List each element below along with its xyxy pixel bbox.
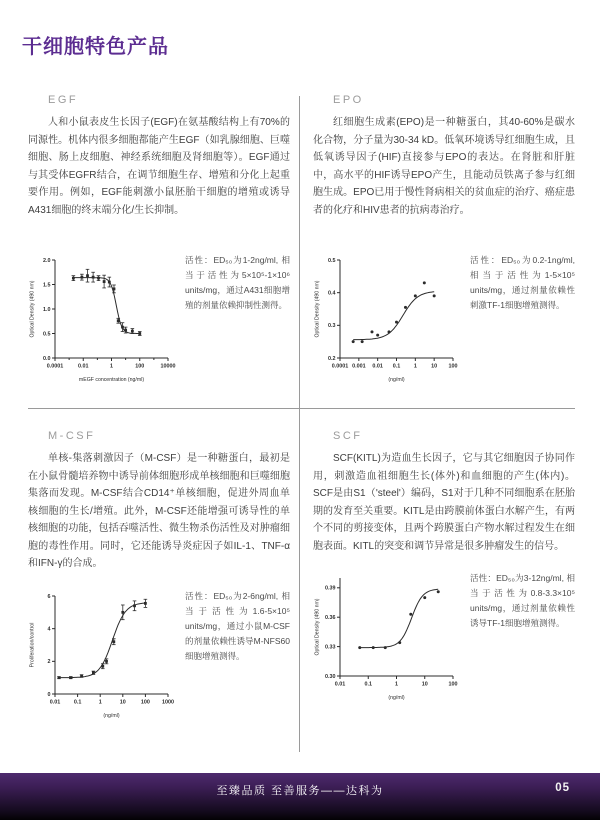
- section-epo-body: 红细胞生成素(EPO)是一种糖蛋白，其40-60%是碳水化合物，分子量为30-34 kD。低氧环境诱导红细胞生成，且低氧诱导因子(HIF)直接参与EPO的表达。在肾脏和肝脏中，高水平的HIF诱导EPO产生，且能动员铁离子参与红细胞生成。EPO已用于慢性肾病相关的贫血症的治疗、癌症患者的化疗和HIV患者的抗病毒治疗。: [313, 117, 575, 216]
- svg-text:Optical Density (490 nm): Optical Density (490 nm): [314, 280, 321, 338]
- svg-text:0.5: 0.5: [43, 331, 51, 338]
- svg-text:0.5: 0.5: [328, 257, 336, 264]
- epo-dose-response-chart: [313, 252, 465, 384]
- mcsf-activity-note: 活性：ED₅₀为2-6ng/ml, 相当于活性为1.6-5×10⁵ units/mg，通过小鼠M-CSF的剂量依赖性诱导M-NFS60细胞增殖测得。: [185, 590, 290, 661]
- mcsf-dose-response-chart: [28, 588, 180, 720]
- svg-text:0.01: 0.01: [372, 363, 383, 370]
- svg-text:10000: 10000: [160, 363, 176, 370]
- page-number: 05: [555, 782, 570, 794]
- svg-text:100: 100: [448, 363, 458, 370]
- svg-text:0.1: 0.1: [392, 363, 401, 370]
- section-epo: [313, 94, 575, 384]
- section-egf-body: 人和小鼠表皮生长因子(EGF)在氨基酸结构上有70%的同源性。机体内很多细胞都能产生EGF（如乳腺细胞、巨噬细胞、肠上皮细胞、神经系统细胞及肾细胞等）。EGF通过与其受体EGFR结合，在调节细胞生存、增殖和分化上起重要作用。例如，EGF能刺激小鼠胚胎干细胞的增殖或诱导A431细胞的终末端分化/生长抑制。: [28, 117, 290, 216]
- svg-text:10: 10: [421, 681, 428, 688]
- section-egf-header: EGF: [48, 94, 79, 106]
- section-epo-header: EPO: [333, 94, 364, 106]
- svg-text:100: 100: [140, 699, 150, 705]
- svg-text:0: 0: [47, 691, 51, 698]
- section-scf-figure-row: [313, 570, 575, 702]
- svg-text:100: 100: [448, 681, 458, 688]
- footer-slogan: 至臻品质 至善服务——达科为: [216, 785, 384, 797]
- svg-text:1.5: 1.5: [43, 282, 51, 289]
- svg-text:1: 1: [110, 363, 113, 370]
- egf-activity-note: 活性：ED₅₀为1-2ng/ml, 相当于活性为5×10⁵-1×10⁶ units/mg，通过A431细胞增殖的剂量依赖抑制性测得。: [185, 255, 290, 310]
- page-title: 干细胞特色产品: [22, 36, 169, 58]
- svg-text:0.36: 0.36: [325, 615, 336, 622]
- svg-text:0.01: 0.01: [49, 699, 61, 705]
- svg-text:0.01: 0.01: [334, 681, 346, 688]
- section-mcsf-figure-row: [28, 588, 290, 720]
- section-mcsf: [28, 430, 290, 720]
- svg-text:1: 1: [395, 681, 398, 688]
- svg-text:(ng/ml): (ng/ml): [103, 712, 120, 719]
- svg-text:0.30: 0.30: [325, 673, 336, 680]
- svg-text:1: 1: [413, 363, 417, 370]
- svg-text:Proliferation/control: Proliferation/control: [29, 622, 36, 667]
- svg-text:0.0: 0.0: [43, 355, 51, 362]
- svg-text:0.1: 0.1: [364, 681, 372, 688]
- svg-text:6: 6: [47, 593, 51, 600]
- svg-text:mEGF concentration (ng/ml): mEGF concentration (ng/ml): [78, 377, 145, 383]
- svg-text:10: 10: [119, 699, 126, 705]
- svg-text:4: 4: [47, 626, 51, 633]
- svg-text:0.001: 0.001: [352, 363, 366, 370]
- page-footer: [0, 773, 600, 820]
- svg-text:(ng/ml): (ng/ml): [388, 377, 405, 383]
- svg-text:Optical Density (490 nm): Optical Density (490 nm): [314, 598, 321, 656]
- svg-text:0.01: 0.01: [78, 363, 89, 370]
- svg-text:0.39: 0.39: [325, 585, 336, 592]
- section-scf-body: SCF(KITL)为造血生长因子，它与其它细胞因子协同作用，刺激造血祖细胞生长(体外)和血细胞的产生(体内)。SCF是由S1（'steel'）编码，S1对于几种不同细胞系在胚胎期的发育至关重要。KITL是由跨膜前体蛋白水解产生，有两个不同的剪接变体，且两个跨膜蛋白产物水解过程发生在细胞表面。KITL的突变和调节异常是很多肿瘤发生的信号。: [313, 453, 575, 552]
- scf-activity-note: 活性：ED₅₀为3-12ng/ml, 相当于活性为0.8-3.3×10⁵ units/mg，通过剂量依赖性诱导TF-1细胞增殖测得。: [470, 573, 575, 628]
- svg-text:Optical Density (490 nm): Optical Density (490 nm): [29, 280, 36, 338]
- section-egf: [28, 94, 290, 384]
- svg-text:2.0: 2.0: [43, 257, 51, 264]
- section-scf-header: SCF: [333, 430, 363, 442]
- scf-dose-response-chart: [313, 570, 465, 702]
- svg-text:0.0001: 0.0001: [331, 363, 349, 370]
- horizontal-divider: [28, 408, 575, 409]
- section-scf: [313, 430, 575, 702]
- svg-text:0.4: 0.4: [328, 290, 336, 297]
- section-epo-figure-row: [313, 252, 575, 384]
- svg-text:1.0: 1.0: [43, 306, 51, 313]
- svg-text:0.0001: 0.0001: [46, 363, 64, 370]
- svg-text:1: 1: [98, 699, 102, 705]
- egf-dose-response-chart: [28, 252, 180, 384]
- svg-text:0.33: 0.33: [325, 644, 336, 651]
- svg-text:0.1: 0.1: [73, 699, 82, 705]
- section-egf-figure-row: [28, 252, 290, 384]
- svg-text:1000: 1000: [162, 699, 174, 705]
- svg-text:10: 10: [431, 363, 438, 370]
- svg-text:0.2: 0.2: [328, 355, 336, 362]
- section-mcsf-body: 单核-集落刺激因子（M-CSF）是一种糖蛋白，最初是在小鼠骨髓培养物中诱导前体细胞形成单核细胞和巨噬细胞集落而发现。M-CSF结合CD14⁺单核细胞，促进外周血单核细胞的生长/增殖。此外，M-CSF还能增强可诱导性的单核细胞的功能，包括吞噬活性、微生物杀伤活性及对肿瘤细胞的毒性作用。同时，它还能诱导炎症因子如IL-1、TNF-α和IFN-γ的合成。: [28, 453, 290, 569]
- section-mcsf-header: M-CSF: [48, 430, 96, 442]
- epo-activity-note: 活性：ED₅₀为0.2-1ng/ml, 相当于活性为1-5×10⁵ units/mg，通过剂量依赖性刺激TF-1细胞增殖测得。: [470, 255, 575, 310]
- svg-text:(ng/ml): (ng/ml): [388, 695, 405, 701]
- svg-text:2: 2: [47, 658, 51, 665]
- vertical-divider: [299, 96, 300, 752]
- svg-text:100: 100: [135, 363, 145, 370]
- svg-text:0.3: 0.3: [328, 323, 336, 330]
